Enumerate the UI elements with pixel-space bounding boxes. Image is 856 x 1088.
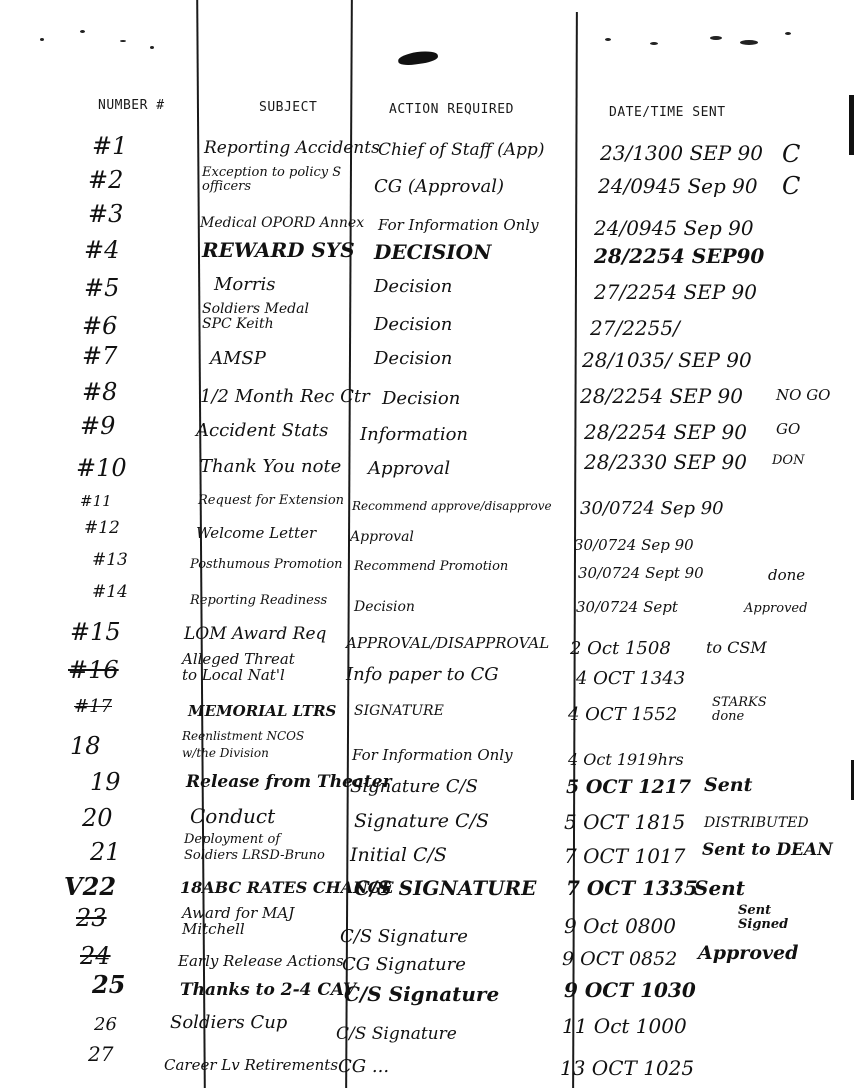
row-action: Info paper to CG — [346, 664, 499, 685]
row-note: DISTRIBUTED — [704, 815, 809, 831]
row-number: #3 — [88, 200, 124, 228]
row-subject: Early Release Actions — [178, 952, 344, 970]
speck — [80, 30, 85, 33]
row-subject: MEMORIAL LTRS — [188, 702, 337, 720]
row-action: Decision — [382, 388, 461, 409]
row-date: 13 OCT 1025 — [560, 1056, 695, 1080]
row-number: #13 — [92, 550, 128, 570]
row-number: 20 — [82, 804, 113, 832]
row-date: 9 OCT 1030 — [564, 978, 696, 1002]
row-note: STARKS done — [712, 695, 767, 724]
row-subject: Release from Theater — [186, 772, 392, 792]
row-number: #15 — [70, 618, 121, 646]
row-action: Recommend Promotion — [354, 559, 509, 574]
row-note: C — [782, 140, 801, 168]
row-number: #2 — [88, 166, 124, 194]
row-date: 4 OCT 1552 — [568, 704, 678, 725]
row-date: 2 Oct 1508 — [570, 638, 671, 659]
speck — [785, 32, 791, 35]
row-subject: Request for Extension — [198, 493, 345, 508]
row-date: 28/2254 SEP 90 — [584, 420, 748, 444]
row-date: 30/0724 Sep 90 — [574, 536, 694, 554]
row-action: C/S Signature — [344, 982, 500, 1006]
speck — [120, 40, 126, 42]
row-subject: 18ABC RATES CHANGE — [180, 878, 394, 897]
row-number: 25 — [92, 970, 126, 999]
row-date: 7 OCT 1017 — [564, 844, 686, 868]
speck — [40, 38, 44, 41]
speck — [740, 40, 758, 45]
row-date: 11 Oct 1000 — [562, 1014, 687, 1038]
row-date: 4 Oct 1919hrs — [568, 750, 684, 769]
row-date: 7 OCT 1335 — [566, 876, 698, 900]
row-date: 28/1035/ SEP 90 — [582, 348, 752, 372]
row-date: 24/0945 Sep 90 — [594, 216, 754, 240]
row-date: 9 Oct 0800 — [564, 914, 676, 938]
speck — [650, 42, 658, 45]
row-action: Signature C/S — [350, 776, 478, 797]
row-action: APPROVAL/DISAPPROVAL — [346, 634, 550, 652]
row-date: 4 OCT 1343 — [576, 668, 686, 689]
row-number: V22 — [64, 872, 117, 901]
speck — [150, 46, 154, 49]
row-subject: Reporting Accidents — [204, 138, 380, 158]
row-action: Approval — [350, 529, 414, 545]
row-action: DECISION — [374, 240, 492, 264]
row-number: 23 — [76, 904, 107, 932]
row-date: 27/2254 SEP 90 — [594, 280, 758, 304]
row-action: Decision — [354, 599, 415, 615]
header-action: ACTION REQUIRED — [389, 102, 514, 117]
row-subject: 1/2 Month Rec Ctr — [200, 386, 370, 407]
row-subject: Award for MAJ Mitchell — [182, 904, 295, 938]
row-date: 28/2330 SEP 90 — [584, 450, 748, 474]
row-number: #8 — [82, 378, 118, 406]
row-number: #6 — [82, 312, 118, 340]
row-note: Sent Signed — [738, 903, 789, 932]
row-subject: Soldiers Medal SPC Keith — [202, 301, 309, 332]
row-note: to CSM — [706, 638, 767, 657]
row-action: Decision — [374, 276, 453, 297]
row-action: Information — [360, 424, 469, 445]
row-number: 19 — [90, 768, 121, 796]
speck — [605, 38, 611, 41]
row-subject: AMSP — [210, 348, 266, 369]
row-number: #12 — [84, 518, 120, 538]
row-note: GO — [776, 420, 801, 438]
row-action: C/S SIGNATURE — [354, 876, 537, 900]
row-date: 23/1300 SEP 90 — [600, 141, 764, 165]
row-note: DON — [772, 453, 805, 468]
row-action: Decision — [374, 314, 453, 335]
row-subject: Thanks to 2-4 CAV — [180, 980, 357, 1000]
row-date: 5 OCT 1217 — [566, 776, 692, 798]
row-date: 28/2254 SEP 90 — [580, 384, 744, 408]
row-action: C/S Signature — [340, 926, 468, 947]
row-subject: Medical OPORD Annex — [200, 215, 365, 231]
row-date: 30/0724 Sep 90 — [580, 498, 724, 519]
row-action: C/S Signature — [336, 1024, 457, 1044]
row-note: Approved — [698, 942, 799, 964]
row-action: CG Signature — [342, 954, 466, 975]
row-action: Initial C/S — [350, 844, 447, 866]
header-number: NUMBER # — [98, 98, 165, 113]
row-subject: LOM Award Req — [184, 624, 327, 644]
row-date: 30/0724 Sept — [576, 598, 678, 616]
row-number: 26 — [94, 1014, 117, 1035]
row-action: Chief of Staff (App) — [378, 140, 545, 160]
row-number: #7 — [82, 342, 118, 370]
row-date: 24/0945 Sep 90 — [598, 174, 758, 198]
row-note: C — [782, 172, 801, 200]
row-number: #4 — [84, 236, 120, 264]
row-date: 5 OCT 1815 — [564, 810, 686, 834]
row-action: For Information Only — [378, 216, 539, 234]
row-number: #10 — [76, 454, 127, 482]
row-subject: Posthumous Promotion — [190, 557, 343, 572]
row-action: Recommend approve/disapprove — [352, 499, 552, 513]
row-action: Signature C/S — [354, 810, 490, 832]
row-subject: Morris — [214, 274, 276, 295]
row-number: #1 — [92, 132, 128, 160]
row-subject: Exception to policy S officers — [202, 165, 342, 194]
row-subject: Alleged Threat to Local Nat'l — [182, 650, 295, 684]
row-number: 18 — [70, 732, 101, 760]
row-number: #11 — [80, 492, 112, 510]
row-subject: Deployment of Soldiers LRSD-Bruno — [184, 832, 325, 864]
row-number: #17 — [74, 696, 112, 717]
row-subject: Thank You note — [200, 456, 342, 477]
row-note: Approved — [744, 601, 808, 616]
row-number: 21 — [90, 838, 121, 866]
row-note: Sent — [704, 774, 753, 796]
row-action: SIGNATURE — [354, 703, 444, 719]
row-subject: Conduct — [190, 804, 276, 828]
header-subject: SUBJECT — [259, 100, 318, 115]
row-subject: Reporting Readiness — [190, 593, 328, 608]
row-number: 27 — [88, 1042, 114, 1066]
row-subject: Reenlistment NCOS w/the Division — [182, 729, 305, 760]
row-action: Decision — [374, 348, 453, 369]
row-subject: Accident Stats — [196, 420, 329, 441]
row-note: done — [768, 566, 806, 584]
speck — [710, 36, 722, 40]
row-number: 24 — [80, 942, 111, 970]
row-date: 30/0724 Sept 90 — [578, 564, 704, 582]
row-subject: REWARD SYS — [202, 238, 355, 262]
row-action: CG ... — [338, 1056, 390, 1077]
row-number: #14 — [92, 582, 128, 602]
row-action: CG (Approval) — [374, 176, 505, 197]
ink-blot — [397, 49, 438, 66]
header-date: DATE/TIME SENT — [609, 105, 726, 120]
page-edge-mark — [851, 760, 854, 800]
row-date: 27/2255/ — [590, 316, 680, 340]
row-action: For Information Only — [352, 746, 513, 764]
row-action: Approval — [368, 458, 451, 479]
row-subject: Soldiers Cup — [170, 1012, 288, 1033]
page-edge-mark — [849, 95, 854, 155]
row-note: Sent to DEAN — [702, 840, 833, 860]
row-number: #16 — [68, 656, 119, 684]
row-note: NO GO — [776, 386, 831, 404]
row-subject: Career Lv Retirements — [164, 1056, 339, 1074]
row-number: #5 — [84, 274, 120, 302]
row-subject: Welcome Letter — [196, 524, 317, 542]
row-number: #9 — [80, 412, 116, 440]
row-date: 28/2254 SEP90 — [594, 244, 765, 268]
row-date: 9 OCT 0852 — [562, 948, 678, 970]
row-note: Sent — [694, 876, 745, 900]
